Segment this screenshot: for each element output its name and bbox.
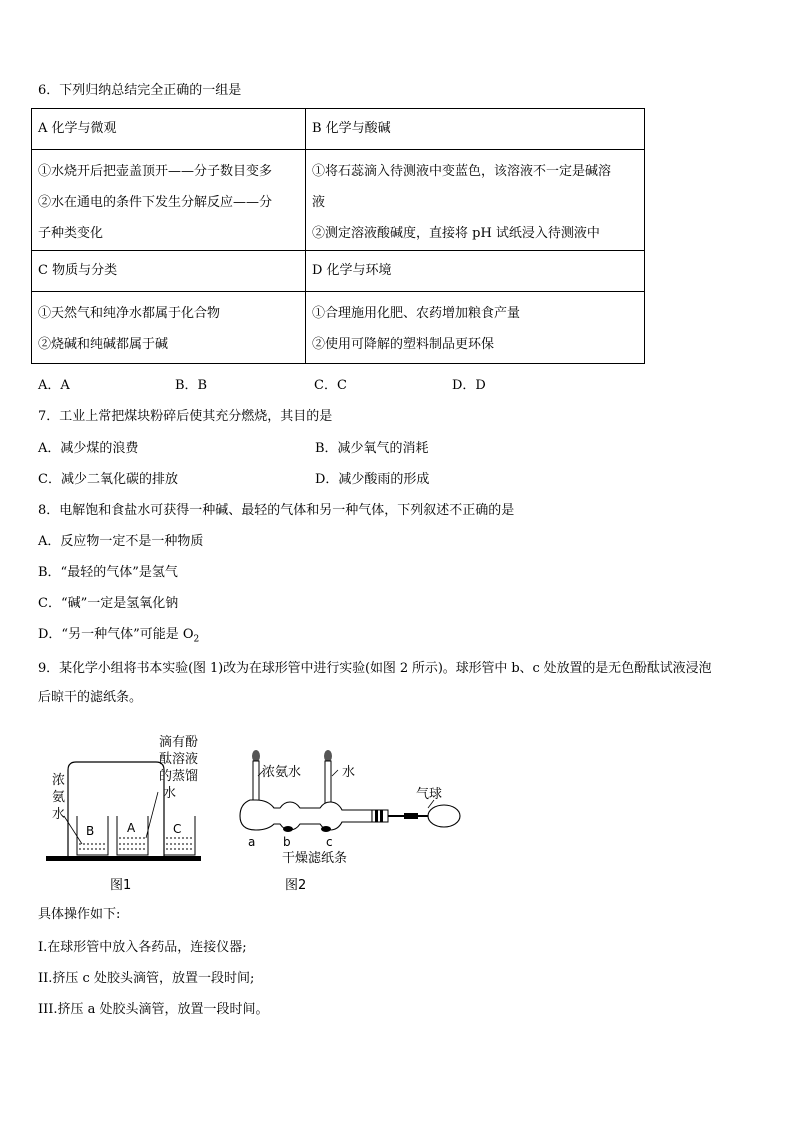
fig2-water-label: 水 bbox=[342, 765, 356, 780]
filter-paper-b bbox=[283, 826, 293, 832]
q7-option-a: A．减少煤的浪费 bbox=[38, 441, 139, 456]
beaker-a-label: A bbox=[127, 821, 136, 835]
cell-c-line-2: ②烧碱和纯碱都属于碱 bbox=[38, 337, 169, 352]
q9-stem-line-2: 后晾干的滤纸条。 bbox=[38, 690, 143, 705]
figure-1-caption: 图1 bbox=[110, 878, 132, 893]
fig2-filter-paper-label: 干燥滤纸条 bbox=[282, 851, 348, 866]
cell-a-line-3: 子种类变化 bbox=[38, 226, 104, 241]
cell-d-body bbox=[306, 292, 645, 364]
q6-table bbox=[31, 108, 645, 364]
fig2-point-b: b bbox=[283, 835, 291, 849]
q7-stem: 7．工业上常把煤块粉碎后使其充分燃烧，其目的是 bbox=[38, 409, 333, 424]
balloon bbox=[428, 805, 460, 827]
figure-2-caption: 图2 bbox=[285, 878, 307, 893]
q8-stem: 8．电解饱和食盐水可获得一种碱、最轻的气体和另一种气体，下列叙述不正确的是 bbox=[38, 503, 515, 518]
phenol-pointer bbox=[146, 792, 158, 838]
fig2-point-a: a bbox=[248, 835, 256, 849]
fig2-balloon-label: 气球 bbox=[416, 787, 443, 802]
q8-option-d bbox=[38, 626, 199, 649]
fig1-ammonia-char-1: 浓 bbox=[52, 773, 66, 788]
cell-b-body bbox=[306, 150, 645, 251]
q8-option-d-text: D．“另一种气体”可能是 O bbox=[38, 627, 194, 642]
q6-stem: 6．下列归纳总结完全正确的一组是 bbox=[38, 83, 242, 98]
cell-b-line-1: ①将石蕊滴入待测液中变蓝色，该溶液不一定是碱溶 bbox=[312, 164, 612, 179]
fig1-ammonia-char-3: 水 bbox=[52, 807, 66, 822]
cell-d-line-1: ①合理施用化肥、农药增加粮食产量 bbox=[312, 306, 521, 321]
figure-1 bbox=[46, 732, 216, 867]
dropper-c-bulb bbox=[324, 750, 332, 762]
q9-op-2: II.挤压 c 处胶头滴管，放置一段时间; bbox=[38, 971, 255, 986]
q9-ops-title: 具体操作如下: bbox=[38, 907, 121, 922]
fig1-phenol-line-2: 酞溶液 bbox=[159, 752, 199, 767]
cell-b-line-3: ②测定溶液酸碱度，直接将 pH 试纸浸入待测液中 bbox=[312, 226, 600, 241]
dropper-c-tube bbox=[325, 761, 331, 807]
fig2-point-c: c bbox=[326, 835, 333, 849]
fig2-ammonia-label: 浓氨水 bbox=[262, 765, 302, 780]
q8-option-d-subscript: 2 bbox=[193, 634, 200, 645]
cell-a-title: A 化学与微观 bbox=[32, 109, 306, 150]
q7-option-b: B．减少氧气的消耗 bbox=[315, 441, 429, 456]
q6-option-d: D．D bbox=[452, 378, 486, 393]
water-pointer bbox=[332, 770, 338, 776]
q6-option-a: A．A bbox=[38, 378, 70, 393]
cell-b-title: B 化学与酸碱 bbox=[306, 109, 645, 150]
connector-ring-1 bbox=[375, 810, 378, 822]
q7-option-c: C．减少二氧化碳的排放 bbox=[38, 472, 178, 487]
q8-option-b: B．“最轻的气体”是氢气 bbox=[38, 565, 178, 580]
q9-op-1: I.在球形管中放入各药品，连接仪器; bbox=[38, 940, 247, 955]
cell-d-title: D 化学与环境 bbox=[306, 251, 645, 292]
cell-a-body bbox=[32, 150, 306, 251]
cell-a-line-2: ②水在通电的条件下发生分解反应——分 bbox=[38, 195, 273, 210]
dropper-a-bulb bbox=[252, 750, 260, 762]
q7-option-d: D．减少酸雨的形成 bbox=[315, 472, 430, 487]
beaker-c-label: C bbox=[173, 822, 182, 836]
cell-c-line-1: ①天然气和纯净水都属于化合物 bbox=[38, 306, 221, 321]
figure-2 bbox=[238, 748, 468, 868]
ammonia-pointer bbox=[64, 816, 82, 844]
q9-op-3: III.挤压 a 处胶头滴管，放置一段时间。 bbox=[38, 1002, 269, 1017]
q6-option-c: C．C bbox=[314, 378, 347, 393]
fig1-phenol-line-4: 水 bbox=[163, 786, 177, 801]
connector-ring-2 bbox=[380, 810, 383, 822]
bell-jar bbox=[68, 762, 164, 856]
base-plate bbox=[46, 856, 201, 861]
cell-d-line-2: ②使用可降解的塑料制品更环保 bbox=[312, 337, 495, 352]
fig1-ammonia-char-2: 氨 bbox=[52, 790, 66, 805]
cell-c-title: C 物质与分类 bbox=[32, 251, 306, 292]
cell-c-body bbox=[32, 292, 306, 364]
fig1-phenol-line-1: 滴有酚 bbox=[159, 735, 199, 750]
q9-stem-line-1: 9．某化学小组将书本实验(图 1)改为在球形管中进行实验(如图 2 所示)。球形管中 b、c 处放置的是无色酚酞试液浸泡 bbox=[38, 661, 712, 676]
q8-option-a: A．反应物一定不是一种物质 bbox=[38, 534, 204, 549]
cell-a-line-1: ①水烧开后把壶盖顶开——分子数目变多 bbox=[38, 164, 273, 179]
q8-option-c: C．“碱”一定是氢氧化钠 bbox=[38, 596, 179, 611]
beaker-b-label: B bbox=[86, 824, 95, 838]
cell-b-line-2: 液 bbox=[312, 195, 326, 210]
q6-option-b: B．B bbox=[175, 378, 208, 393]
fig1-phenol-line-3: 的蒸馏 bbox=[159, 769, 199, 784]
filter-paper-c bbox=[321, 826, 331, 832]
balloon-neck bbox=[404, 813, 418, 819]
spherical-tube bbox=[240, 800, 372, 830]
